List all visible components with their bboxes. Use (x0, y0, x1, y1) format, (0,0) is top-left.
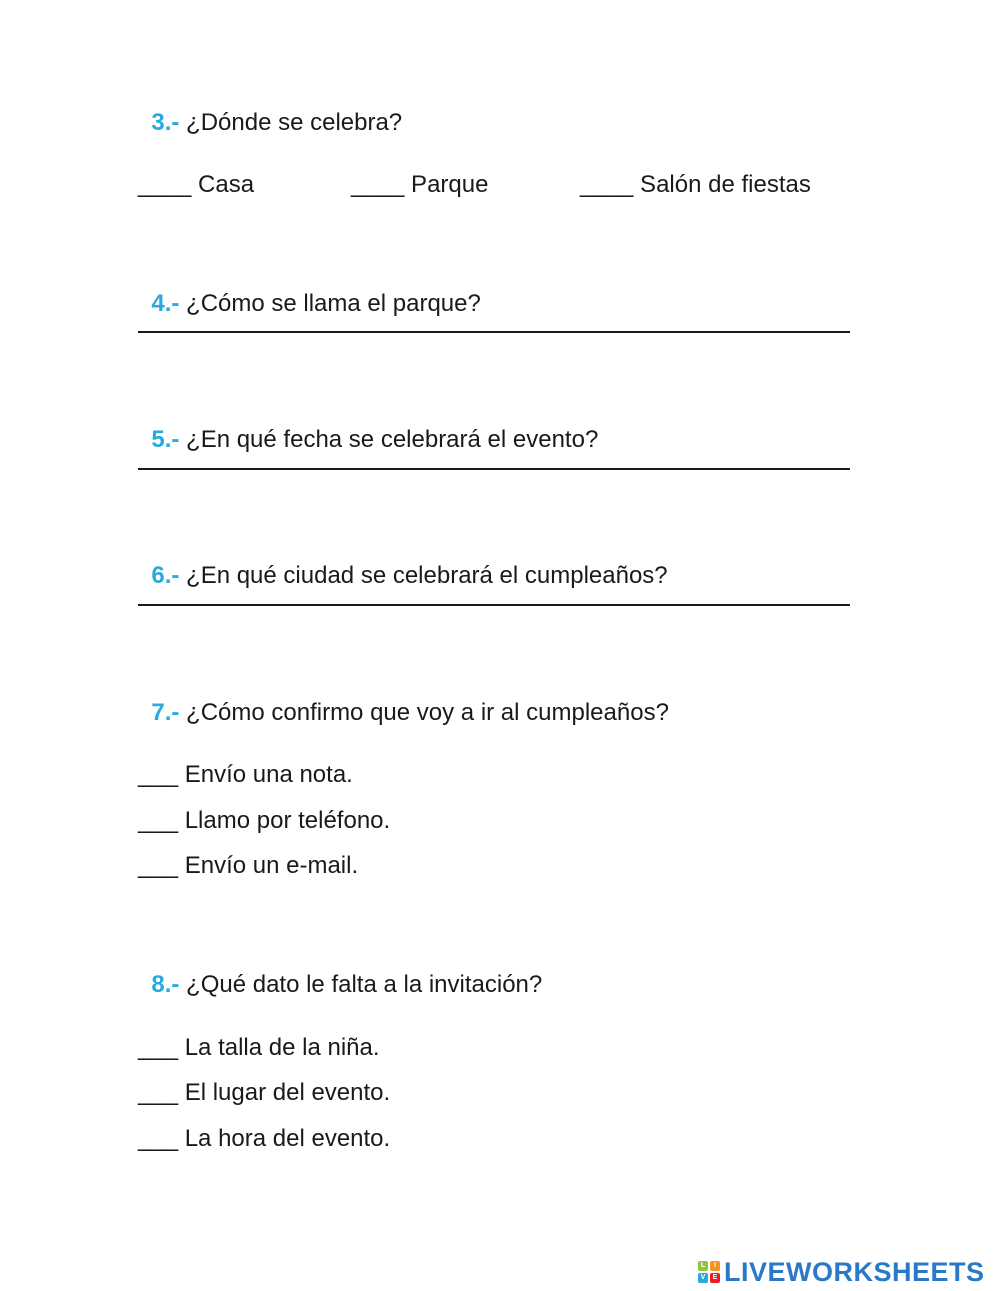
question-6 (138, 534, 668, 590)
question-number: 4.- (151, 290, 180, 317)
question-5 (138, 398, 598, 454)
logo-block: L (698, 1261, 708, 1271)
question-text: ¿Cómo confirmo que voy a ir al cumpleaños? (179, 699, 669, 726)
logo-text: LIVEWORKSHEETS (724, 1256, 985, 1287)
question-number: 6.- (151, 562, 180, 589)
answer-line-q5[interactable] (138, 468, 850, 470)
question-number: 5.- (151, 426, 180, 453)
option-hora[interactable]: ___ La hora del evento. (138, 1125, 391, 1152)
question-number: 3.- (151, 109, 180, 136)
answer-line-q4[interactable] (138, 331, 850, 333)
option-salon[interactable]: ____ Salón de fiestas (580, 171, 811, 198)
option-talla[interactable]: ___ La talla de la niña. (138, 1034, 380, 1061)
option-nota[interactable]: ___ Envío una nota. (138, 761, 353, 788)
question-7 (138, 671, 669, 727)
question-8 (138, 943, 542, 999)
logo-block: E (710, 1273, 720, 1283)
option-lugar[interactable]: ___ El lugar del evento. (138, 1079, 391, 1106)
question-number: 7.- (151, 699, 180, 726)
answer-line-q6[interactable] (138, 604, 850, 606)
question-text: ¿Qué dato le falta a la invitación? (179, 971, 543, 998)
question-4 (138, 262, 481, 318)
question-3 (138, 81, 402, 137)
question-text: ¿En qué fecha se celebrará el evento? (179, 426, 599, 453)
question-text: ¿Cómo se llama el parque? (179, 290, 481, 317)
option-email[interactable]: ___ Envío un e-mail. (138, 852, 359, 879)
option-parque[interactable]: ____ Parque (351, 171, 489, 198)
liveworksheets-logo (698, 1257, 985, 1287)
question-text: ¿Dónde se celebra? (179, 109, 403, 136)
option-telefono[interactable]: ___ Llamo por teléfono. (138, 807, 391, 834)
question-text: ¿En qué ciudad se celebrará el cumpleaños? (179, 562, 668, 589)
logo-block: V (698, 1273, 708, 1283)
option-casa[interactable]: ____ Casa (138, 171, 255, 198)
logo-blocks-icon (698, 1261, 720, 1283)
question-number: 8.- (151, 971, 180, 998)
logo-block: I (710, 1261, 720, 1271)
